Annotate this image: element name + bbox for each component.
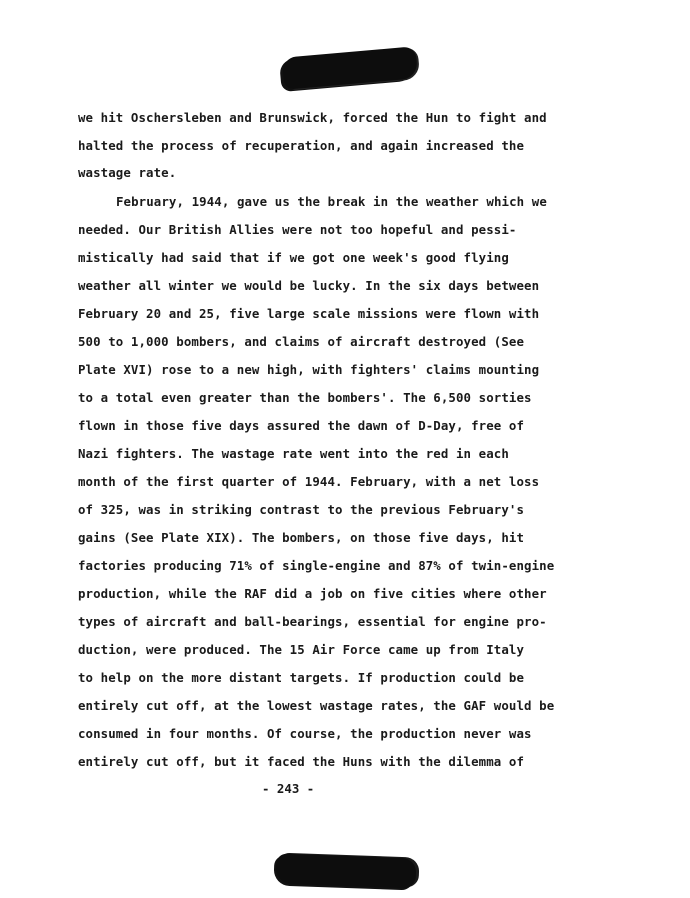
text-line: Nazi fighters. The wastage rate went into the red in each	[78, 446, 509, 461]
text-line: month of the first quarter of 1944. February, with a net loss	[78, 474, 540, 489]
text-line: February, 1944, gave us the break in the weather which we	[116, 194, 547, 209]
redaction-mark-bottom	[276, 854, 417, 889]
page-number: - 243 -	[262, 781, 315, 796]
text-line: entirely cut off, but it faced the Huns with the dilemma of	[78, 754, 525, 769]
text-line: needed. Our British Allies were not too hopeful and pessi-	[78, 222, 517, 237]
text-line: Plate XVI) rose to a new high, with fighters' claims mounting	[78, 362, 540, 377]
text-line: flown in those five days assured the dawn of D-Day, free of	[78, 418, 525, 433]
text-line: duction, were produced. The 15 Air Force came up from Italy	[78, 642, 525, 657]
text-line: February 20 and 25, five large scale missions were flown with	[78, 306, 540, 321]
text-line: halted the process of recuperation, and again increased the	[78, 138, 525, 153]
text-line: production, while the RAF did a job on five cities where other	[78, 586, 547, 601]
text-line: mistically had said that if we got one week's good flying	[78, 250, 509, 265]
text-line: to a total even greater than the bombers'. The 6,500 sorties	[78, 390, 532, 405]
text-line: gains (See Plate XIX). The bombers, on those five days, hit	[78, 530, 525, 545]
text-line: types of aircraft and ball-bearings, essential for engine pro-	[78, 614, 547, 629]
text-line: of 325, was in striking contrast to the previous February's	[78, 502, 525, 517]
text-line: entirely cut off, at the lowest wastage rates, the GAF would be	[78, 698, 555, 713]
text-line: weather all winter we would be lucky. In the six days between	[78, 278, 540, 293]
text-line: to help on the more distant targets. If production could be	[78, 670, 525, 685]
text-line: consumed in four months. Of course, the production never was	[78, 726, 532, 741]
text-line: 500 to 1,000 bombers, and claims of aircraft destroyed (See	[78, 334, 525, 349]
text-line: we hit Oschersleben and Brunswick, forced the Hun to fight and	[78, 110, 547, 125]
text-line: wastage rate.	[78, 165, 177, 180]
text-line: factories producing 71% of single-engine and 87% of twin-engine	[78, 558, 555, 573]
redaction-mark-top	[282, 46, 418, 90]
